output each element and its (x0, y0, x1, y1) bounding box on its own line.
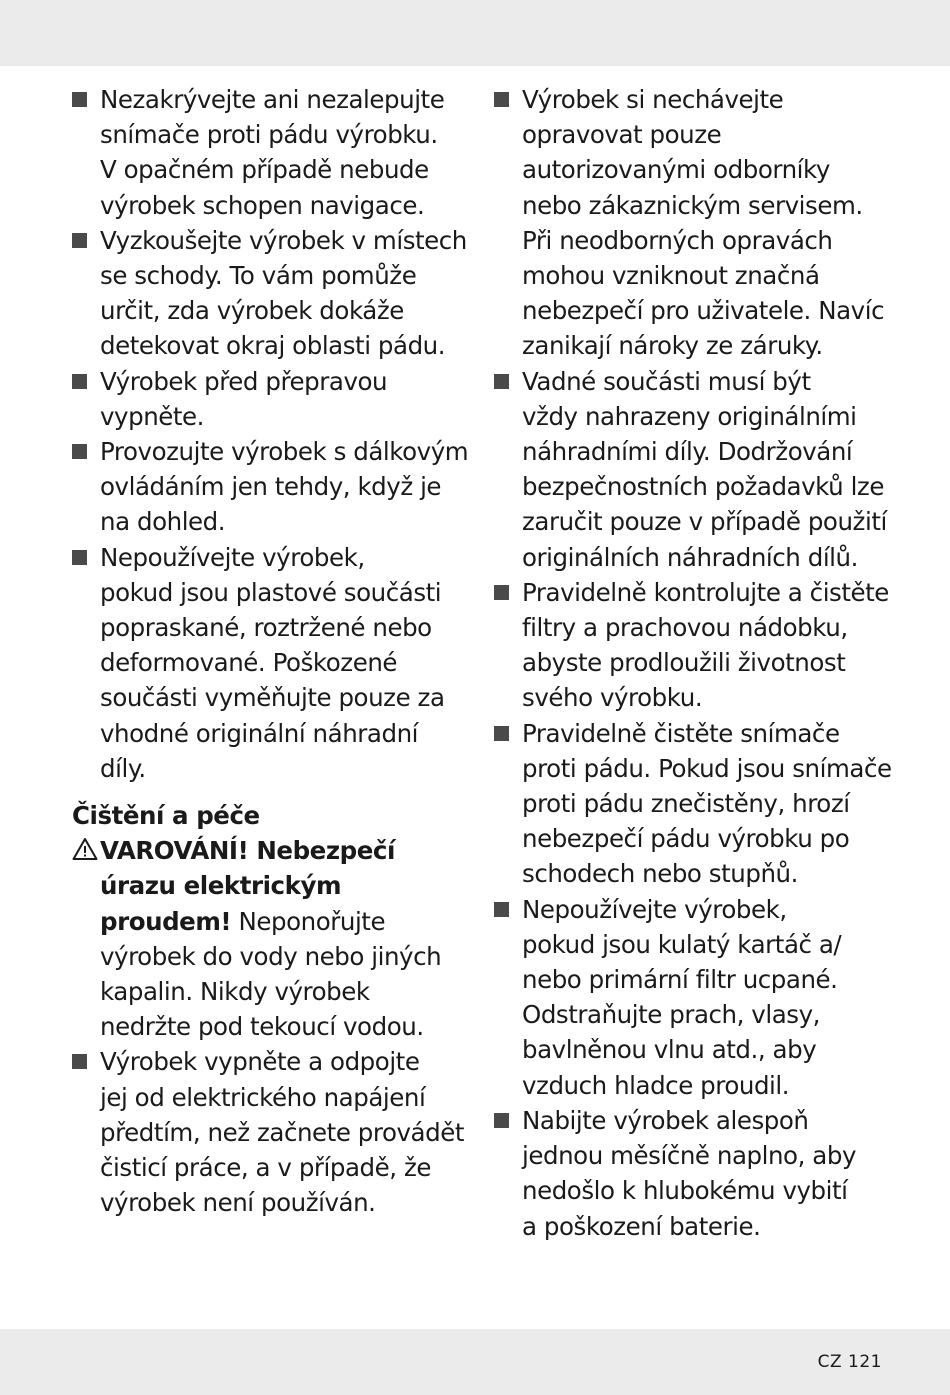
list-item (494, 575, 894, 716)
square-bullet-icon (72, 444, 87, 459)
left-column (72, 82, 469, 1221)
list-item (72, 1044, 462, 1220)
bullet-list (72, 1044, 462, 1220)
list-item-text: Vadné součásti musí být (522, 366, 811, 396)
warning-title: VAROVÁNÍ! Nebezpečí (100, 836, 395, 866)
list-item (72, 540, 462, 786)
bullet-list (494, 82, 894, 1244)
list-item-text: V opačném případě nebude (100, 155, 429, 185)
list-item (494, 364, 894, 575)
list-item-text: snímače proti pádu výrobku. (100, 120, 438, 150)
list-item-text: výrobek není používán. (100, 1188, 376, 1218)
square-bullet-icon (494, 92, 509, 107)
warning-text: kapalin. Nikdy výrobek (100, 977, 370, 1007)
list-item-text: na dohled. (100, 507, 226, 537)
list-item-text: Odstraňujte prach, vlasy, (522, 1000, 820, 1030)
bullet-list (72, 82, 469, 786)
section-heading: Čištění a péče (72, 801, 260, 831)
list-item-text: vzduch hladce proudil. (522, 1070, 790, 1100)
warning-title: proudem! (100, 906, 232, 936)
list-item (72, 223, 467, 364)
warning-text: Neponořujte (231, 906, 386, 936)
list-item-text: a poškození baterie. (522, 1211, 761, 1241)
list-item-text: Při neodborných opravách (522, 225, 833, 255)
list-item-text: Pravidelně kontrolujte a čistěte (522, 577, 889, 607)
square-bullet-icon (494, 374, 509, 389)
list-item (494, 1103, 894, 1244)
list-item-text: zaručit pouze v případě použití (522, 507, 887, 537)
list-item-text: deformované. Poškozené (100, 648, 398, 678)
list-item-text: čisticí práce, a v případě, že (100, 1153, 431, 1183)
list-item-text: vypněte. (100, 401, 205, 431)
list-item-text: Nepoužívejte výrobek, (100, 542, 365, 572)
list-item-text: bavlněnou vlnu atd., aby (522, 1035, 817, 1065)
list-item-text: výrobek schopen navigace. (100, 190, 425, 220)
list-item-text: nebo zákaznickým servisem. (522, 190, 863, 220)
list-item-text: vždy nahrazeny originálními (522, 401, 857, 431)
footer-band (0, 1329, 950, 1395)
list-item-text: nedošlo k hlubokému vybití (522, 1176, 848, 1206)
right-column (494, 82, 894, 1244)
list-item-text: náhradními díly. Dodržování (522, 437, 853, 467)
square-bullet-icon (494, 902, 509, 917)
list-item-text: Nezakrývejte ani nezalepujte (100, 85, 445, 114)
list-item-text: nebezpečí pádu výrobku po (522, 824, 850, 854)
list-item (72, 434, 469, 540)
list-item-text: Výrobek vypněte a odpojte (100, 1047, 420, 1077)
list-item-text: autorizovanými odborníky (522, 155, 830, 185)
list-item (72, 82, 462, 223)
list-item-text: předtím, než začnete provádět (100, 1117, 464, 1147)
list-item-text: jednou měsíčně naplno, aby (522, 1141, 856, 1171)
list-item (494, 892, 894, 1103)
list-item-text: jej od elektrického napájení (100, 1082, 426, 1112)
square-bullet-icon (494, 585, 509, 600)
list-item-text: Výrobek před přepravou (100, 366, 388, 396)
page-number: CZ 121 (817, 1352, 882, 1372)
list-item-text: pokud jsou plastové součásti (100, 577, 442, 607)
square-bullet-icon (72, 374, 87, 389)
header-band (0, 0, 950, 66)
list-item-text: Nepoužívejte výrobek, (522, 894, 787, 924)
list-item-text: ovládáním jen tehdy, když je (100, 472, 442, 502)
square-bullet-icon (494, 1113, 509, 1128)
list-item-text: určit, zda výrobek dokáže (100, 296, 404, 326)
list-item-text: pokud jsou kulatý kartáč a/ (522, 929, 842, 959)
list-item-text: díly. (100, 753, 146, 783)
warning-line (100, 904, 462, 939)
warning-text: nedržte pod tekoucí vodou. (100, 1012, 424, 1042)
warning-title: úrazu elektrickým (100, 871, 342, 901)
list-item-text: vhodné originální náhradní (100, 718, 418, 748)
list-item-text: Vyzkoušejte výrobek v místech (100, 225, 467, 255)
list-item-text: bezpečnostních požadavků lze (522, 472, 884, 502)
list-item-text: originálních náhradních dílů. (522, 542, 858, 572)
list-item-text: mohou vzniknout značná (522, 261, 820, 291)
list-item-text: Pravidelně čistěte snímače (522, 718, 840, 748)
list-item-text: proti pádu. Pokud jsou snímače (522, 753, 892, 783)
list-item-text: schodech nebo stupňů. (522, 859, 798, 889)
list-item-text: Nabijte výrobek alespoň (522, 1105, 809, 1135)
list-item-text: popraskané, roztržené nebo (100, 613, 432, 643)
warning-block (72, 833, 462, 1044)
list-item-text: proti pádu znečistěny, hrozí (522, 789, 850, 819)
list-item (494, 716, 894, 892)
warning-triangle-icon (72, 837, 98, 861)
square-bullet-icon (72, 233, 87, 248)
list-item-text: filtry a prachovou nádobku, (522, 613, 848, 643)
list-item-text: Provozujte výrobek s dálkovým (100, 437, 469, 467)
square-bullet-icon (72, 92, 87, 107)
list-item (72, 364, 462, 434)
square-bullet-icon (72, 550, 87, 565)
square-bullet-icon (72, 1054, 87, 1069)
list-item-text: nebezpečí pro uživatele. Navíc (522, 296, 885, 326)
list-item-text: abyste prodloužili životnost (522, 648, 846, 678)
list-item-text: detekovat okraj oblasti pádu. (100, 331, 446, 361)
list-item-text: součásti vyměňujte pouze za (100, 683, 445, 713)
square-bullet-icon (494, 726, 509, 741)
list-item (494, 82, 894, 364)
list-item-text: nebo primární filtr ucpané. (522, 965, 838, 995)
list-item-text: zanikají nároky ze záruky. (522, 331, 823, 361)
list-item-text: se schody. To vám pomůže (100, 261, 417, 291)
list-item-text: svého výrobku. (522, 683, 703, 713)
list-item-text: opravovat pouze (522, 120, 722, 150)
warning-text: výrobek do vody nebo jiných (100, 941, 442, 971)
list-item-text: Výrobek si nechávejte (522, 85, 784, 114)
